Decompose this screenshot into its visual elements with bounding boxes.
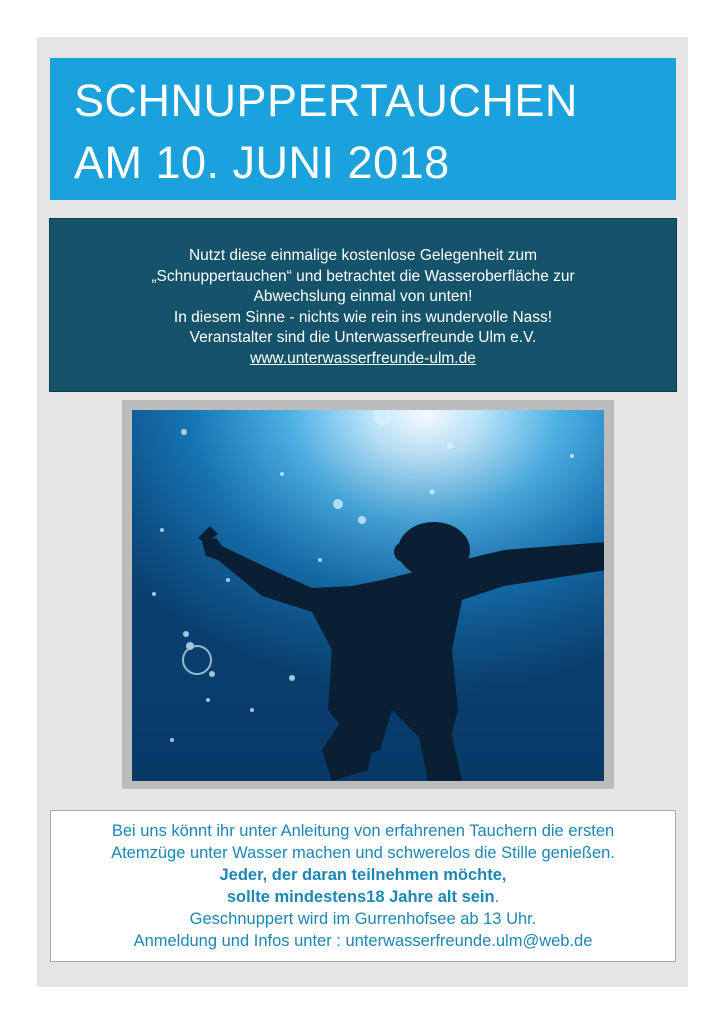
info-box [50,219,676,391]
contact-line: Anmeldung und Infos unter : unterwasserfreunde.ulm@web.de [133,932,593,950]
title-line-2: AM 10. JUNI 2018 [74,137,450,188]
photo-frame [122,400,614,789]
info-line-2: „Schnuppertauchen“ und betrachtet die Wasseroberfläche zur [151,267,575,285]
details-bold-line-2 [51,886,675,908]
details-line-2: Atemzüge unter Wasser machen und schwerelos die Stille genießen. [111,844,615,862]
info-line-4: In diesem Sinne - nichts wie rein ins wundervolle Nass! [173,308,553,326]
website-link[interactable]: www.unterwasserfreunde-ulm.de [250,349,476,367]
poster [37,37,688,987]
details-box [50,810,676,962]
details-line-5: Geschnuppert wird im Gurrenhofsee ab 13 Uhr. [189,910,537,928]
diver-photo-image [132,410,604,781]
info-line-1: Nutzt diese einmalige kostenlose Gelegenheit zum [188,247,538,264]
details-line-1: Bei uns könnt ihr unter Anleitung von erfahrenen Tauchern die ersten [111,822,615,840]
age-requirement: sollte mindestens18 Jahre alt sein [226,888,495,906]
info-line-5: Veranstalter sind die Unterwasserfreunde Ulm e.V. [189,329,537,346]
diver-photo [132,410,604,781]
age-requirement-period: . [494,888,500,906]
info-line-3: Abwechslung einmal von unten! [253,288,473,305]
details-bold-line-1: Jeder, der daran teilnehmen möchte, [219,866,507,884]
title-banner [50,58,676,200]
title-line-1: SCHNUPPERTAUCHEN [74,75,578,126]
